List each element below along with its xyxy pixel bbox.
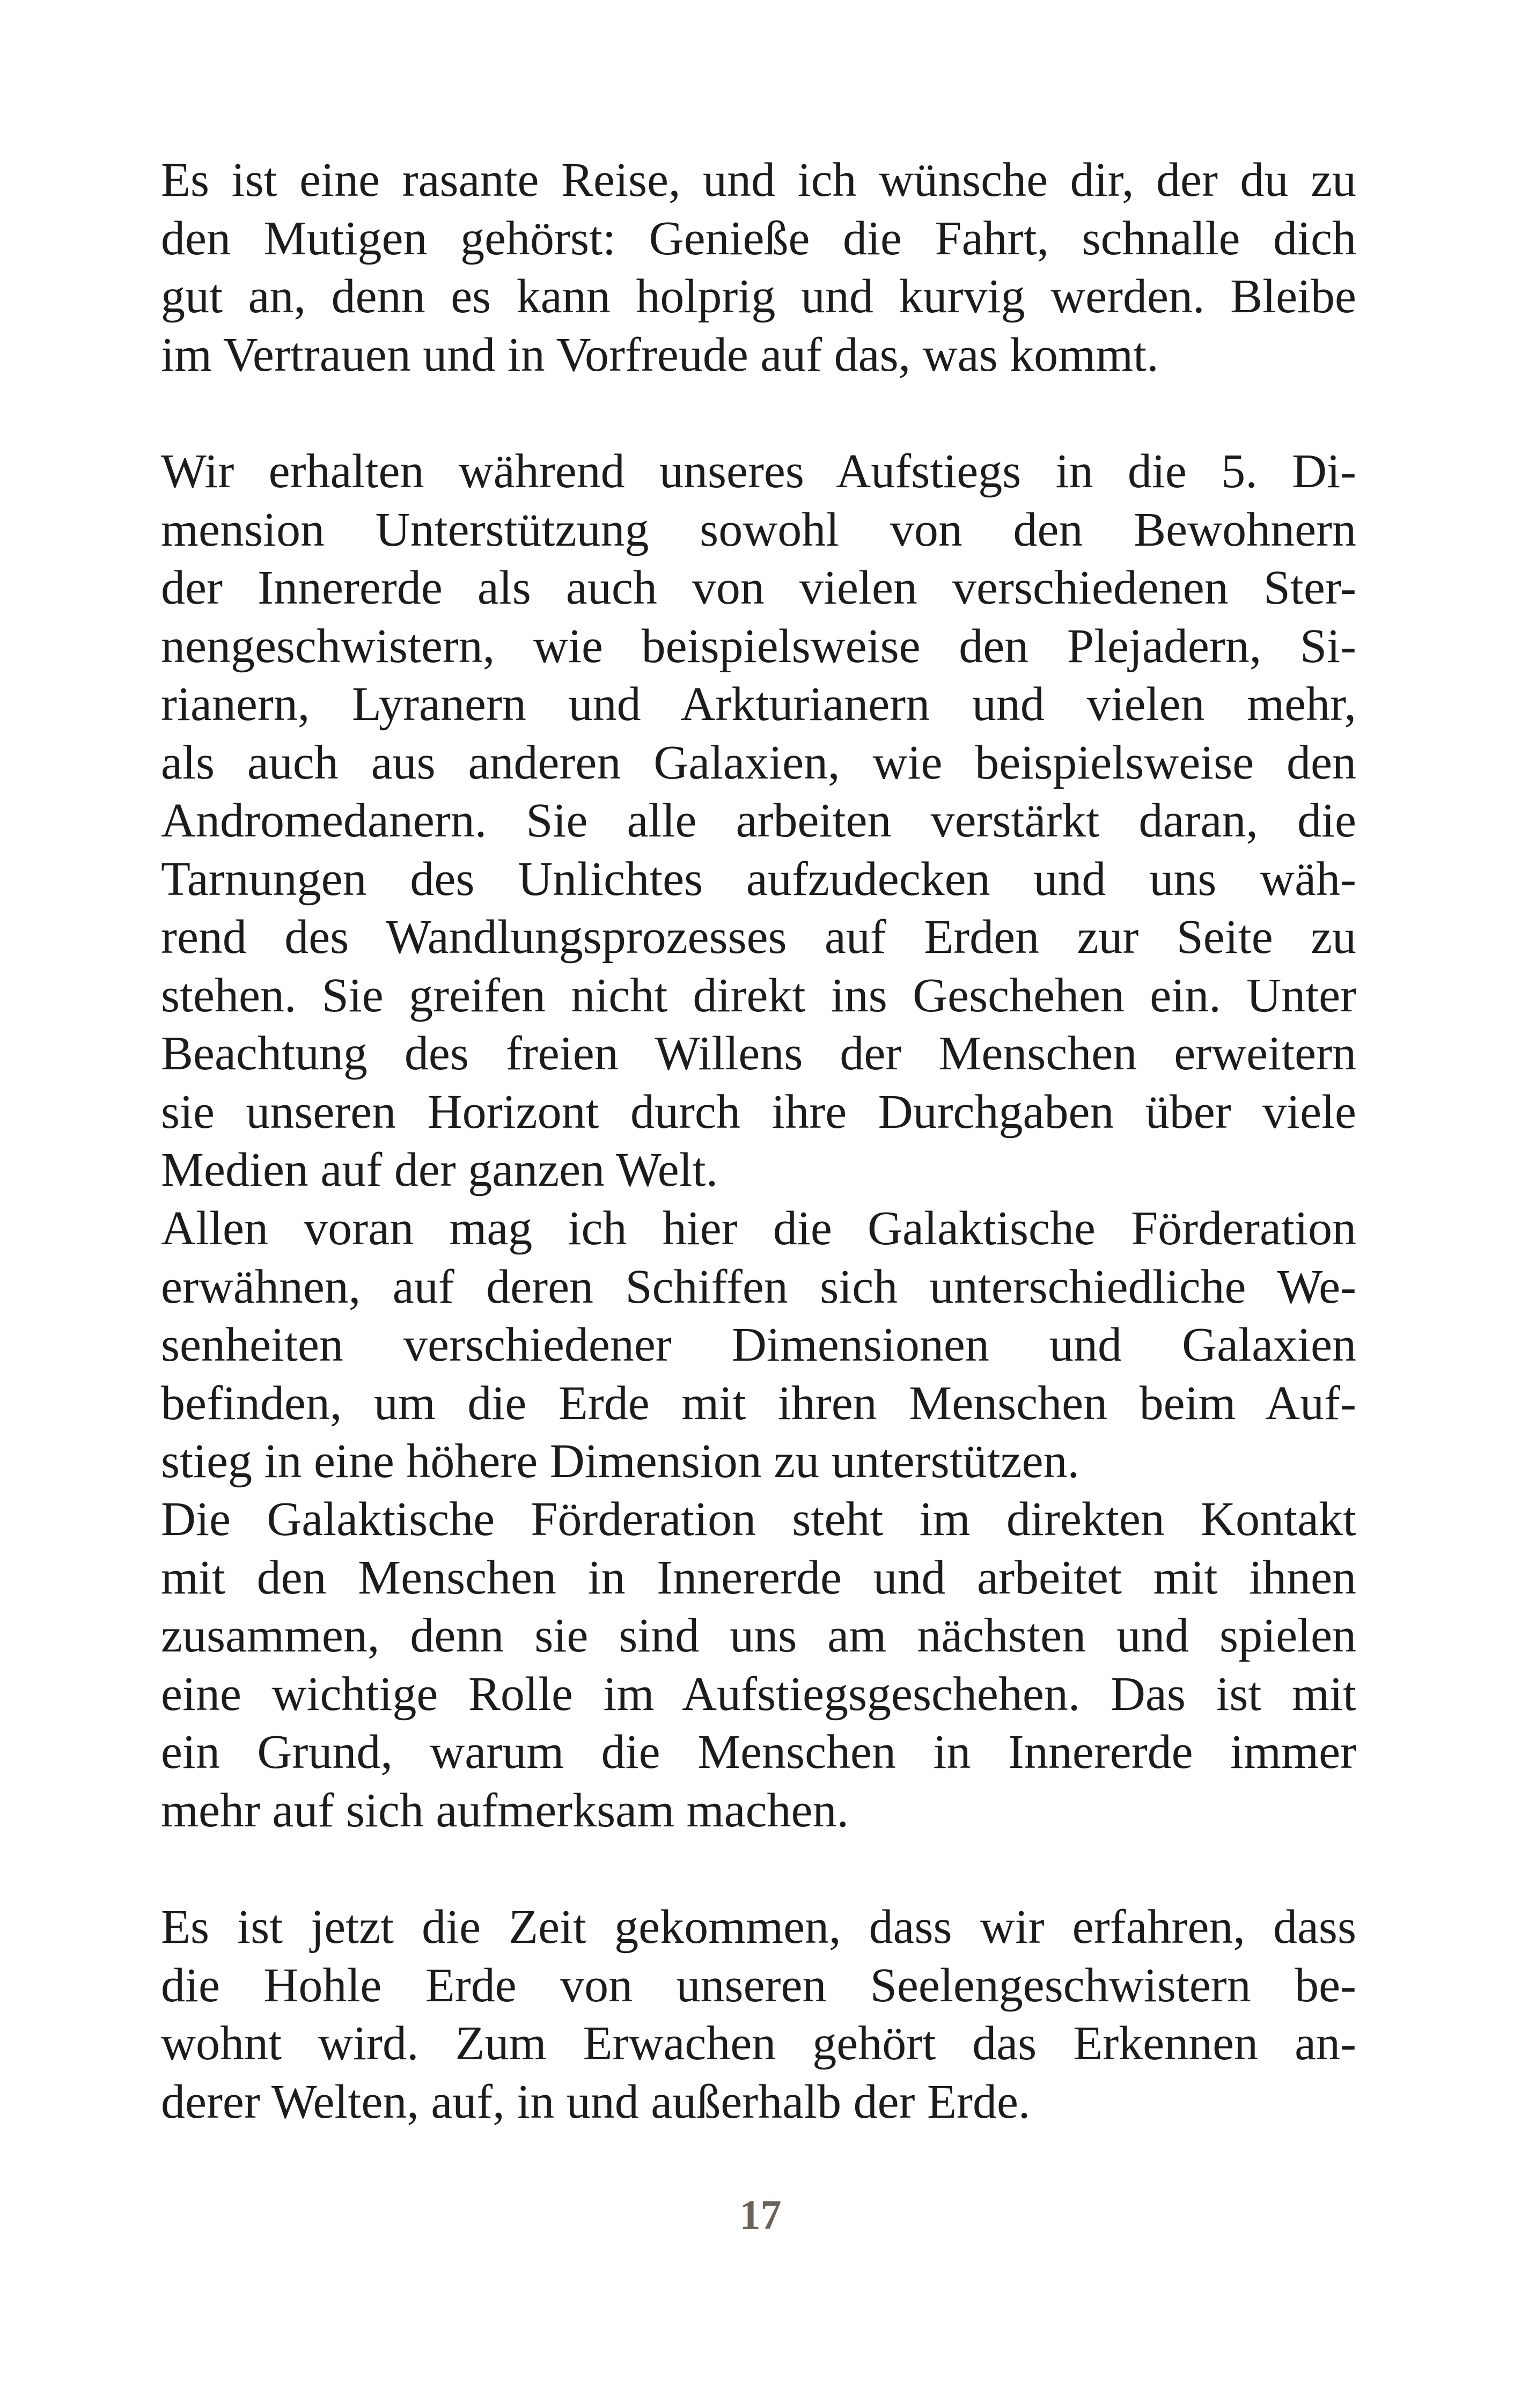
text-line: Es ist eine rasante Reise, und ich wünsche dir, der du zu bbox=[161, 153, 1356, 207]
text-line: mehr auf sich aufmerksam machen. bbox=[161, 1783, 849, 1837]
text-line: rend des Wandlungsprozesses auf Erden zur Seite zu bbox=[161, 911, 1356, 964]
text-line: Andromedanern. Sie alle arbeiten verstärkt daran, die bbox=[161, 794, 1356, 847]
text-line: als auch aus anderen Galaxien, wie beispielsweise den bbox=[161, 736, 1356, 789]
text-line: erwähnen, auf deren Schiffen sich unterschiedliche We- bbox=[161, 1260, 1356, 1313]
text-line: senheiten verschiedener Dimensionen und Galaxien bbox=[161, 1318, 1356, 1371]
text-line: wohnt wird. Zum Erwachen gehört das Erkennen an- bbox=[161, 2017, 1356, 2070]
paragraph-1 bbox=[161, 151, 1356, 384]
paragraph-5 bbox=[161, 1898, 1356, 2131]
text-line: der Innererde als auch von vielen verschiedenen Ster- bbox=[161, 561, 1356, 614]
text-line: im Vertrauen und in Vorfreude auf das, was kommt. bbox=[161, 328, 1159, 381]
text-line: Beachtung des freien Willens der Menschen erweitern bbox=[161, 1027, 1356, 1080]
text-line: Es ist jetzt die Zeit gekommen, dass wir erfahren, dass bbox=[161, 1900, 1356, 1954]
text-line: mension Unterstützung sowohl von den Bewohnern bbox=[161, 503, 1356, 556]
text-line: derer Welten, auf, in und außerhalb der Erde. bbox=[161, 2075, 1031, 2128]
text-line: befinden, um die Erde mit ihren Menschen beim Auf- bbox=[161, 1376, 1356, 1430]
text-line: Allen voran mag ich hier die Galaktische Förderation bbox=[161, 1202, 1356, 1255]
text-line: sie unseren Horizont durch ihre Durchgaben über viele bbox=[161, 1085, 1356, 1139]
text-line: Wir erhalten während unseres Aufstiegs in die 5. Di- bbox=[161, 445, 1356, 498]
text-line: Die Galaktische Förderation steht im direkten Kontakt bbox=[161, 1493, 1356, 1546]
text-line: Medien auf der ganzen Welt. bbox=[161, 1143, 718, 1196]
text-line: den Mutigen gehörst: Genieße die Fahrt, schnalle dich bbox=[161, 211, 1356, 265]
text-line: rianern, Lyranern und Arkturianern und vielen mehr, bbox=[161, 678, 1356, 731]
text-line: stehen. Sie greifen nicht direkt ins Geschehen ein. Unter bbox=[161, 968, 1356, 1022]
text-line: eine wichtige Rolle im Aufstiegsgeschehen. Das ist mit bbox=[161, 1667, 1356, 1721]
paragraph-3 bbox=[161, 1200, 1356, 1491]
text-line: zusammen, denn sie sind uns am nächsten und spielen bbox=[161, 1609, 1356, 1662]
text-line: stieg in eine höhere Dimension zu unterstützen. bbox=[161, 1435, 1080, 1488]
text-line: gut an, denn es kann holprig und kurvig werden. Bleibe bbox=[161, 270, 1356, 323]
text-line: ein Grund, warum die Menschen in Innererde immer bbox=[161, 1726, 1356, 1779]
text-line: die Hohle Erde von unseren Seelengeschwistern be- bbox=[161, 1958, 1356, 2012]
text-line: Tarnungen des Unlichtes aufzudecken und uns wäh- bbox=[161, 852, 1356, 906]
page-number: 17 bbox=[739, 2191, 782, 2238]
text-line: mit den Menschen in Innererde und arbeitet mit ihnen bbox=[161, 1551, 1356, 1604]
text-line: nengeschwistern, wie beispielsweise den Plejadern, Si- bbox=[161, 619, 1356, 673]
paragraph-4 bbox=[161, 1491, 1356, 1840]
paragraph-2 bbox=[161, 443, 1356, 1200]
